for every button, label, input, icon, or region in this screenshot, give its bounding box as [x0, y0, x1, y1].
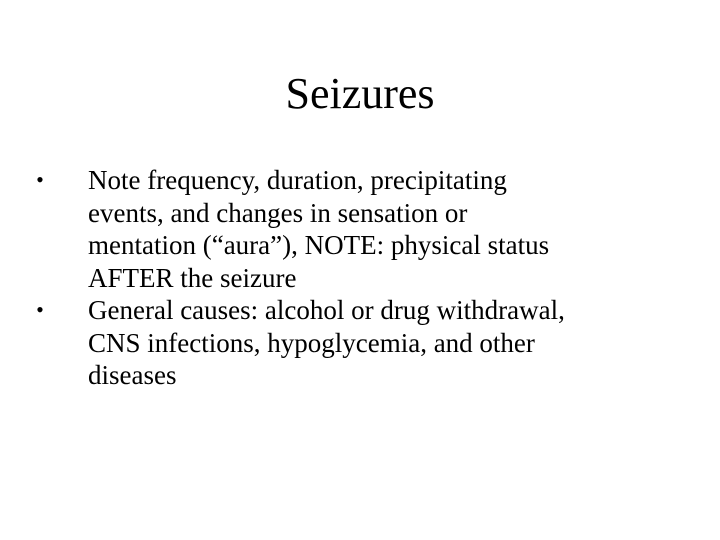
- bullet-list: [30, 164, 680, 392]
- bullet-2-line-2: CNS infections, hypoglycemia, and other: [88, 327, 535, 358]
- bullet-dot-icon: •: [36, 167, 44, 192]
- bullet-1-line-2: events, and changes in sensation or: [88, 197, 468, 228]
- bullet-1-line-3: mentation (“aura”), NOTE: physical status: [88, 230, 550, 260]
- bullet-item-1: [30, 164, 680, 294]
- slide-title: Seizures: [285, 69, 435, 118]
- bullet-dot-icon: •: [36, 297, 44, 322]
- bullet-item-2: [30, 294, 680, 392]
- bullet-1-line-1: Note frequency, duration, precipitating: [88, 165, 507, 195]
- bullet-1-line-4: AFTER the seizure: [88, 262, 297, 293]
- bullet-2-line-3: diseases: [88, 360, 177, 390]
- bullet-2-line-1: General causes: alcohol or drug withdrawal,: [88, 295, 565, 325]
